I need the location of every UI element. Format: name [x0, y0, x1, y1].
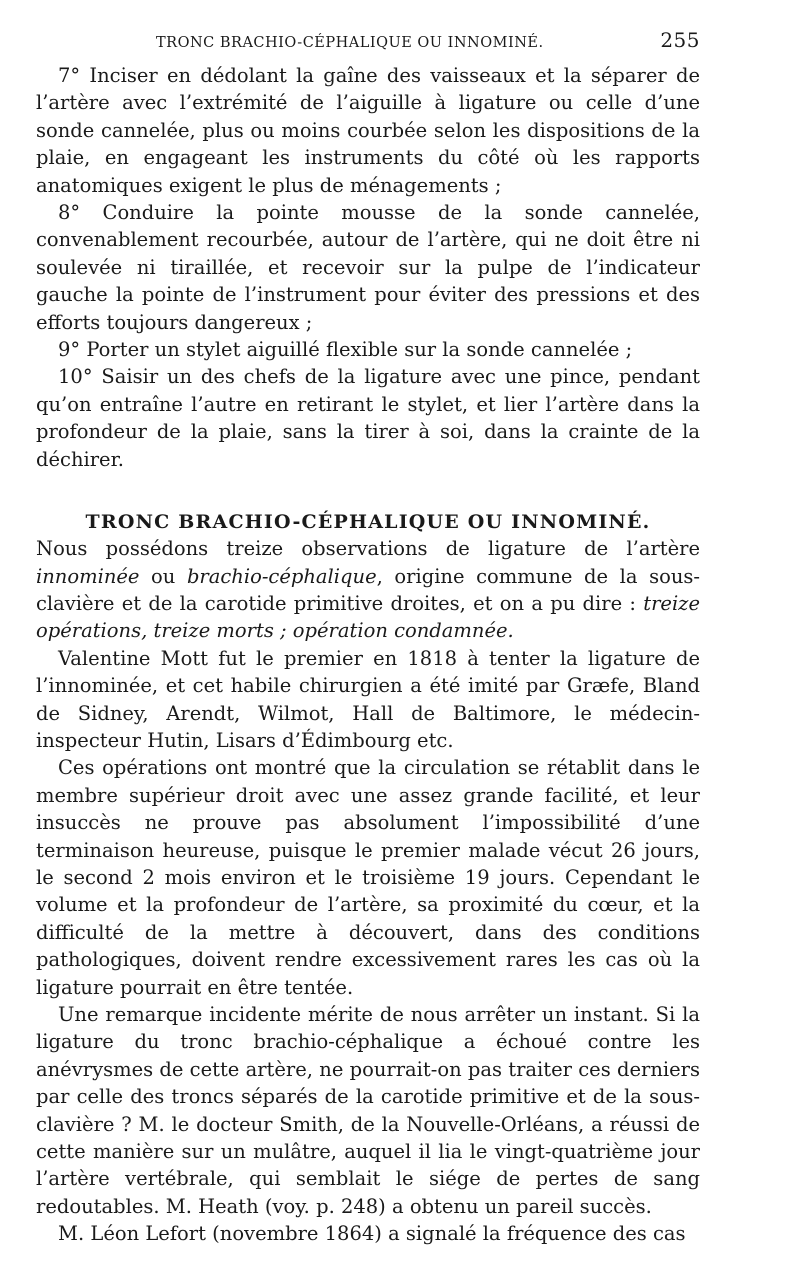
steps-list: [36, 62, 700, 473]
paragraph-2: Valentine Mott fut le premier en 1818 à tenter la ligature de l’innominée, et cet habile chirurgien a été imité par Græfe, Bland de Sidney, Arendt, Wilmot, Hall de Baltimore, le médecin-inspecteur Hutin, Lisars d’Édimbourg etc.: [36, 646, 700, 752]
paragraph-1-italic-brachio: brachio-céphalique: [186, 564, 377, 588]
paragraph-5: M. Léon Lefort (novembre 1864) a signalé la fréquence des cas: [58, 1222, 686, 1246]
step-8: 8° Conduire la pointe mousse de la sonde cannelée, convenablement recourbée, autour de l’artère, qui ne doit être ni soulevée ni tiraillée, et recevoir sur la pulpe de l’indicateur gauche la pointe de l’instrument pour éviter des pressions et des efforts toujours dangereux ;: [36, 201, 700, 334]
running-head: [36, 28, 700, 52]
paragraph-3: Ces opérations ont montré que la circulation se rétablit dans le membre supérieur droit avec une assez grande facilité, et leur insuccès ne prouve pas absolument l’impossibilité d’une terminaison heureuse, puisque le premier malade vécut 26 jours, le second 2 mois environ et le troisième 19 jours. Cependant le volume et la profondeur de l’artère, sa proximité du cœur, et la difficulté de la mettre à découvert, dans des conditions pathologiques, doivent rendre excessivement rares les cas où la ligature pourrait en être tentée.: [36, 756, 700, 999]
paragraph-1-italic-quote: treize opérations, treize morts ; opération condamnée.: [36, 591, 700, 643]
paragraph-1-text-c: , origine commune de la sous-clavière et de la carotide primitive droites, et on a pu dire :: [36, 564, 700, 615]
paragraph-4: Une remarque incidente mérite de nous arrêter un instant. Si la ligature du tronc brachio-céphalique a échoué contre les anévrysmes de cette artère, ne pourrait-on pas traiter ces derniers par celle des troncs séparés de la carotide primitive et de la sous-clavière ? M. le docteur Smith, de la Nouvelle-Orléans, a réussi de cette manière sur un mulâtre, auquel il lia le vingt-quatrième jour l’artère vertébrale, qui semblait le siége de pertes de sang redoutables. M. Heath (voy. p. 248) a obtenu un pareil succès.: [36, 1003, 700, 1218]
section-body: [36, 535, 700, 1248]
step-7: 7° Inciser en dédolant la gaîne des vaisseaux et la séparer de l’artère avec l’extrémité de l’aiguille à ligature ou celle d’une sonde cannelée, plus ou moins courbée selon les dispositions de la plaie, en engageant les instruments du côté où les rapports anatomiques exigent le plus de ménagements ;: [36, 64, 700, 197]
section-heading: TRONC BRACHIO-CÉPHALIQUE OU INNOMINÉ.: [85, 511, 651, 534]
paragraph-1-text-b: ou: [139, 564, 187, 588]
step-10: 10° Saisir un des chefs de la ligature avec une pince, pendant qu’on entraîne l’autre en retirant le stylet, et lier l’artère dans la profondeur de la plaie, sans la tirer à soi, dans la crainte de la déchirer.: [36, 365, 700, 471]
paragraph-1-italic-innominee: innominée: [36, 564, 140, 588]
paragraph-1-text-a: Nous possédons treize observations de ligature de l’artère: [36, 537, 700, 561]
paragraph-1: [36, 535, 700, 645]
step-9: 9° Porter un stylet aiguillé flexible sur la sonde cannelée ;: [58, 338, 633, 362]
page-number: 255: [660, 28, 700, 52]
running-title: TRONC BRACHIO-CÉPHALIQUE OU INNOMINÉ.: [156, 35, 544, 51]
